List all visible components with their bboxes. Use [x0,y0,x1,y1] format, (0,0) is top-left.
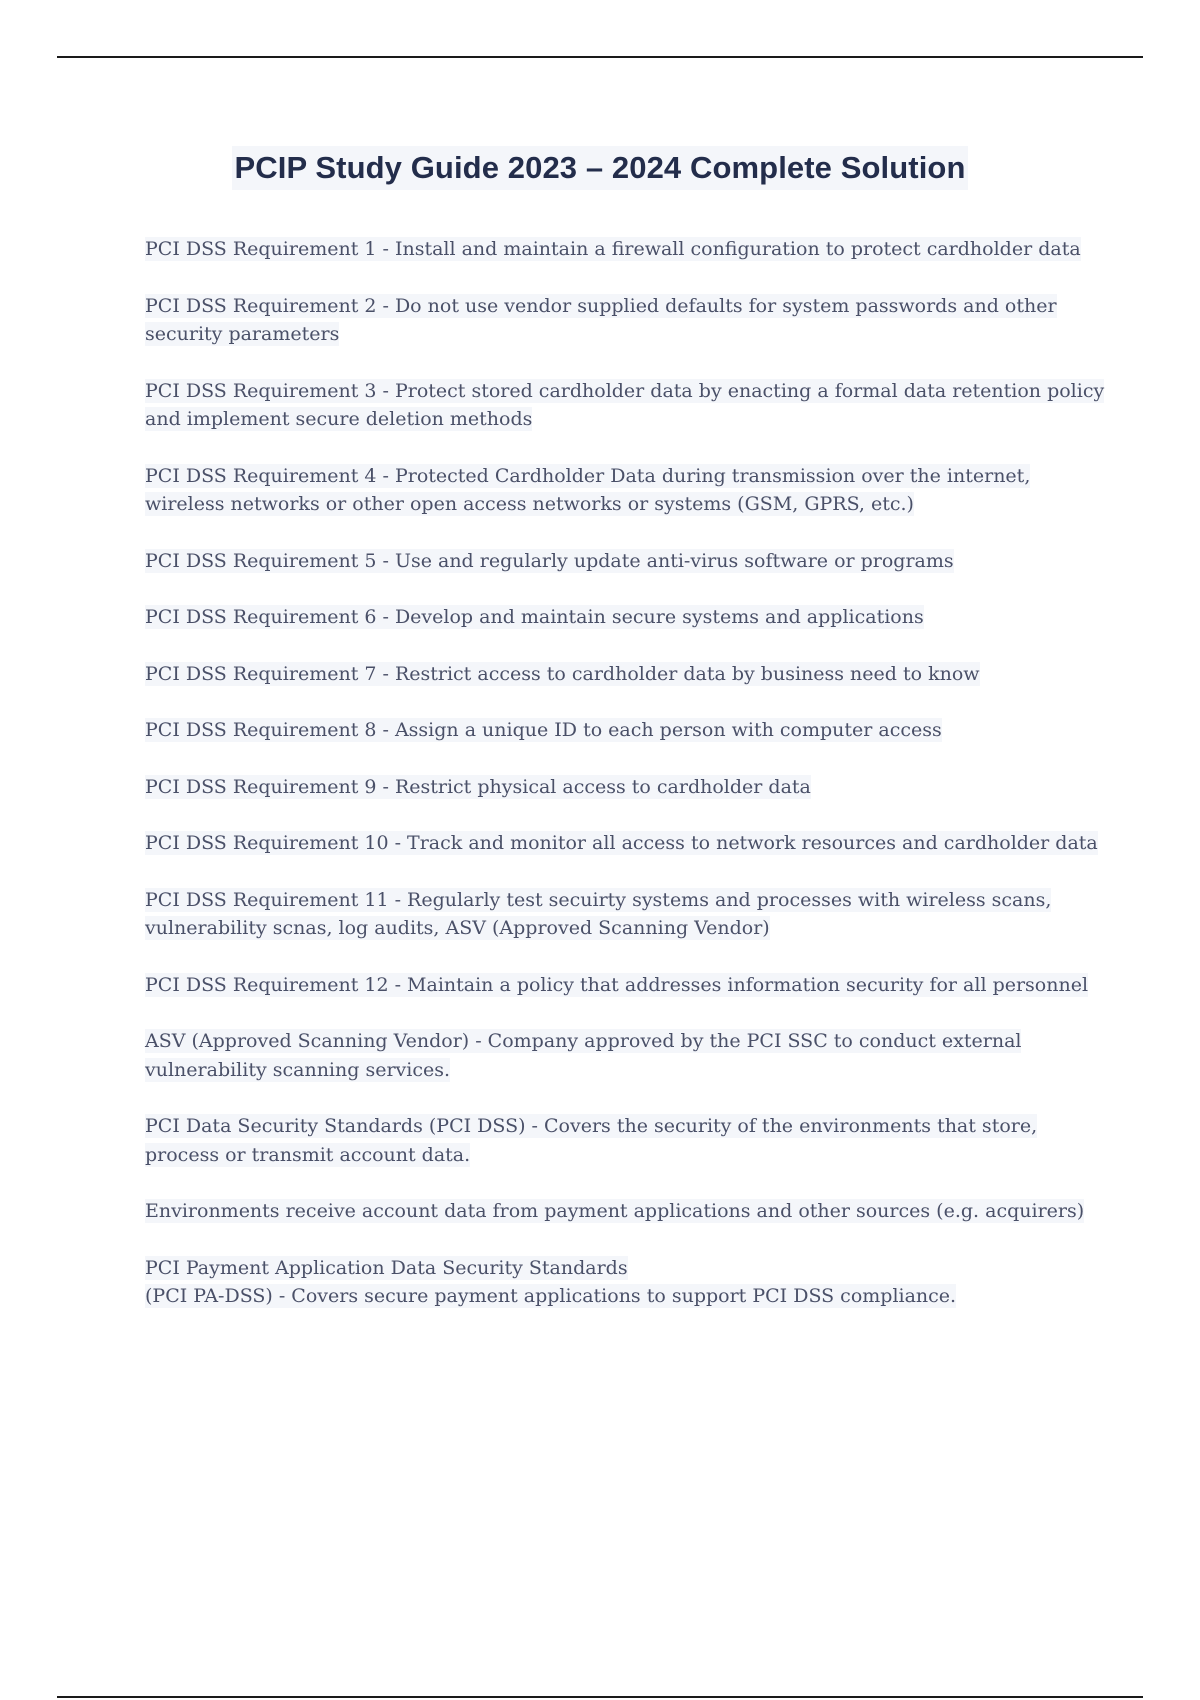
entry-text: PCI DSS Requirement 12 - Maintain a policy that addresses information security for all personnel [145,973,1089,996]
entry-text: Environments receive account data from payment applications and other sources (e.g. acquirers) [145,1200,1085,1222]
entry-requirement-11 [145,886,1105,943]
entry-text: PCI DSS Requirement 1 - Install and maintain a firewall configuration to protect cardholder data [145,238,1081,260]
entry-text: PCI DSS Requirement 10 - Track and monitor all access to network resources and cardholder data [145,832,1098,854]
entry-requirement-8 [145,716,1105,745]
entry-text: PCI Data Security Standards (PCI DSS) - Covers the security of the environments that store, process or transmit account data. [145,1115,1038,1166]
entry-text-line-1: PCI Payment Application Data Security Standards [145,1256,628,1279]
entry-requirement-9 [145,773,1105,802]
entry-text: PCI DSS Requirement 11 - Regularly test secuirty systems and processes with wireless scans, vulnerability scnas, log audits, ASV (Approved Scanning Vendor) [145,888,1052,939]
entry-requirement-2 [145,292,1105,349]
entry-text-line-2: (PCI PA-DSS) - Covers secure payment applications to support PCI DSS compliance. [145,1285,957,1307]
entry-requirement-3 [145,377,1105,434]
entry-text: PCI DSS Requirement 7 - Restrict access to cardholder data by business need to know [145,662,980,685]
entry-requirement-6 [145,603,1105,632]
header-rule [57,56,1143,58]
entry-requirement-5 [145,547,1105,576]
entry-environments [145,1197,1105,1226]
entry-requirement-4 [145,462,1105,519]
study-guide-entries [145,235,1105,1339]
footer-rule [57,1696,1143,1698]
entry-text: PCI DSS Requirement 2 - Do not use vendor supplied defaults for system passwords and other security parameters [145,294,1057,345]
document-title: PCIP Study Guide 2023 – 2024 Complete Solution [232,146,967,190]
entry-text: PCI DSS Requirement 3 - Protect stored cardholder data by enacting a formal data retention policy and implement secure deletion methods [145,379,1105,430]
entry-text: ASV (Approved Scanning Vendor) - Company approved by the PCI SSC to conduct external vulnerability scanning services. [145,1030,1022,1081]
entry-text: PCI DSS Requirement 5 - Use and regularly update anti-virus software or programs [145,549,954,572]
entry-text: PCI DSS Requirement 8 - Assign a unique ID to each person with computer access [145,719,942,741]
entry-text: PCI DSS Requirement 9 - Restrict physical access to cardholder data [145,775,811,798]
entry-pa-dss [145,1254,1105,1311]
entry-requirement-10 [145,829,1105,858]
entry-pci-dss [145,1112,1105,1169]
entry-requirement-1 [145,235,1105,264]
entry-requirement-12 [145,971,1105,1000]
entry-requirement-7 [145,660,1105,689]
entry-asv [145,1027,1105,1084]
title-container [0,146,1200,190]
entry-text: PCI DSS Requirement 4 - Protected Cardholder Data during transmission over the internet, wireless networks or other open access networks or systems (GSM, GPRS, etc.) [145,464,1031,515]
entry-text: PCI DSS Requirement 6 - Develop and maintain secure systems and applications [145,606,924,628]
